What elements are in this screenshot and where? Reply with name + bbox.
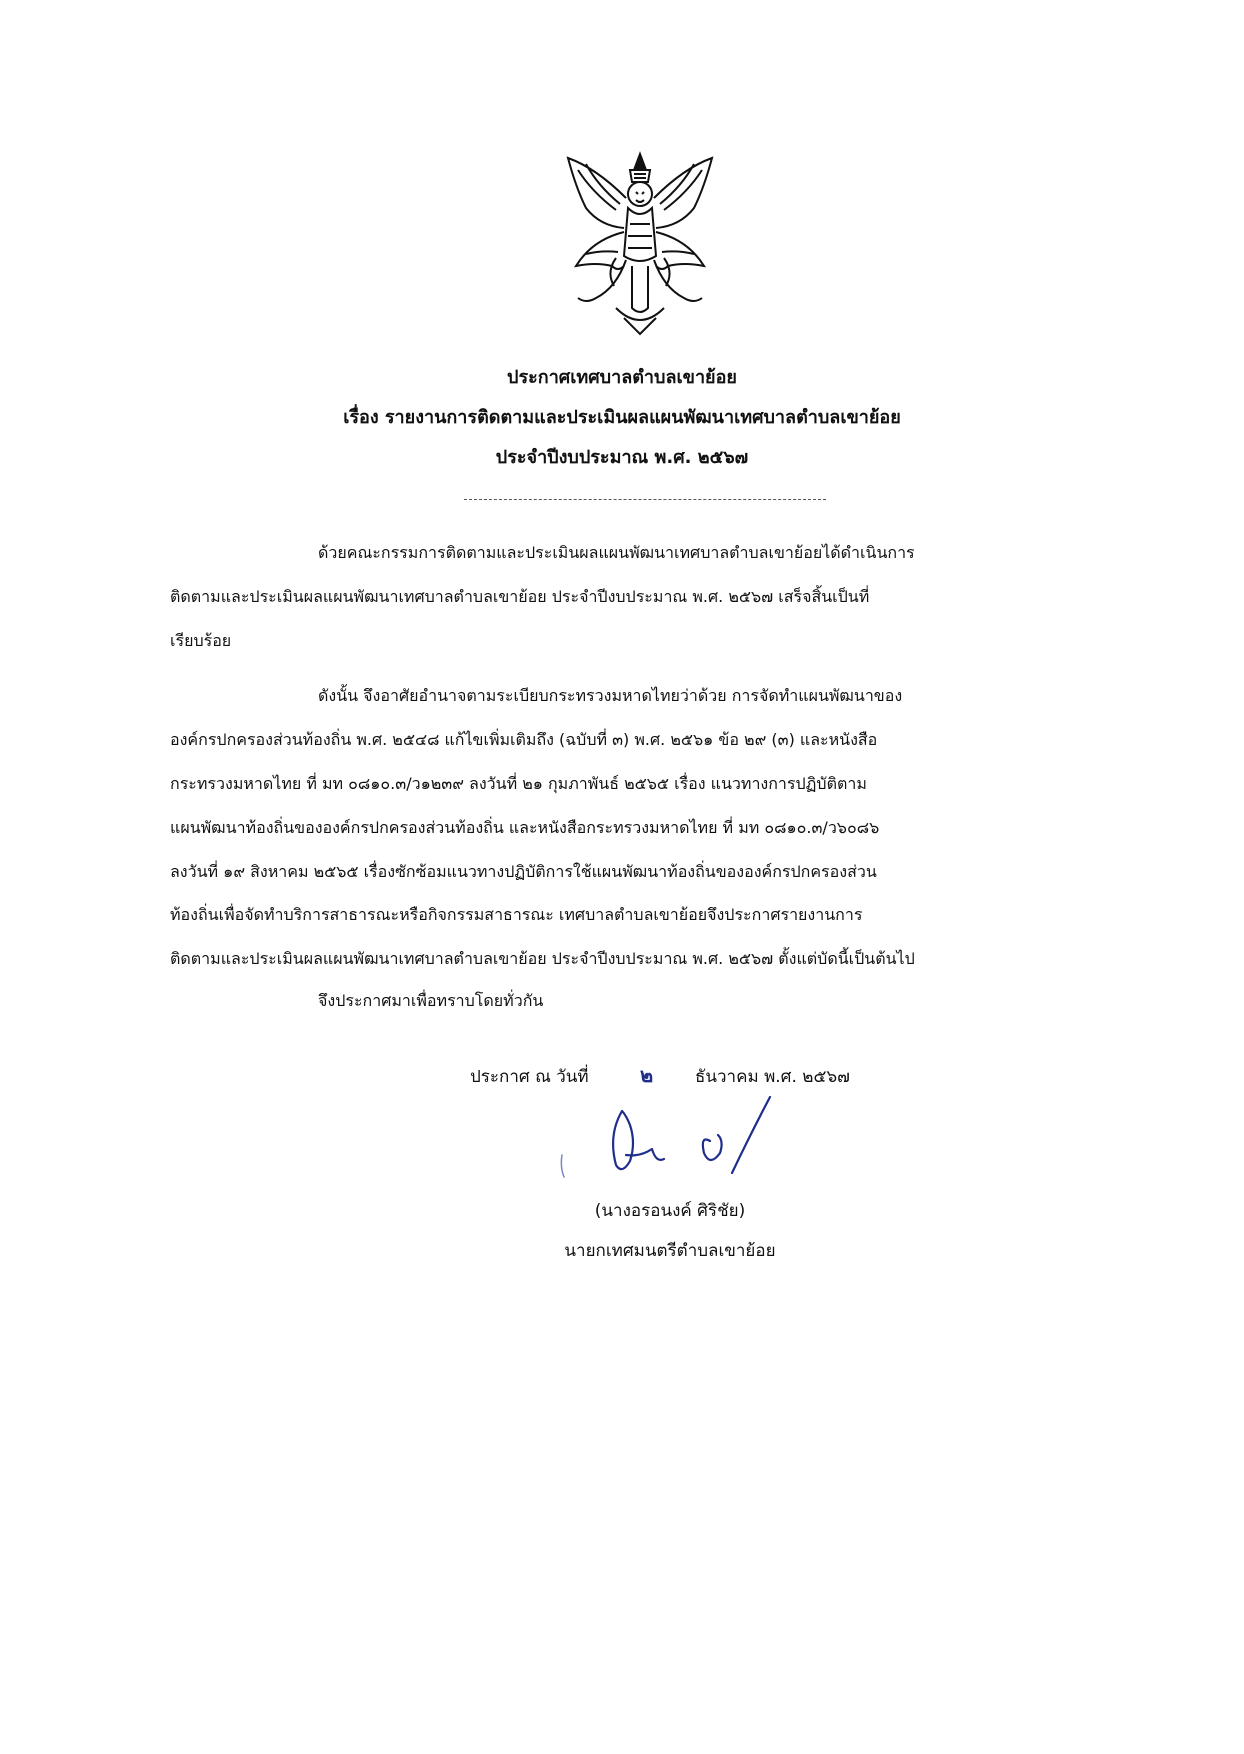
signatory-title: นายกเทศมนตรีตำบลเขาย้อย (564, 1241, 776, 1261)
paragraph-2-line: แผนพัฒนาท้องถิ่นขององค์กรปกครองส่วนท้องถิ่น และหนังสือกระทรวงมหาดไทย ที่ มท ๐๘๑๐.๓/ว๖๐๘๖ (170, 818, 880, 837)
paragraph-2-line: ดังนั้น จึงอาศัยอำนาจตามระเบียบกระทรวงมหาดไทยว่าด้วย การจัดทำแผนพัฒนาของ (318, 686, 903, 705)
closing-statement: จึงประกาศมาเพื่อทราบโดยทั่วกัน (318, 991, 544, 1010)
announcement-title: ประกาศเทศบาลตำบลเขาย้อย (507, 367, 737, 388)
paragraph-2-line: องค์กรปกครองส่วนท้องถิ่น พ.ศ. ๒๕๔๘ แก้ไขเพิ่มเติมถึง (ฉบับที่ ๓) พ.ศ. ๒๕๖๑ ข้อ ๒๙ (๓) และหนังสือ (170, 730, 878, 749)
paragraph-2-line: ลงวันที่ ๑๙ สิงหาคม ๒๕๖๕ เรื่องซักซ้อมแนวทางปฏิบัติการใช้แผนพัฒนาท้องถิ่นขององค์กรปกครองส่วน (170, 862, 877, 881)
header-divider (464, 499, 826, 500)
garuda-emblem-icon (556, 148, 724, 336)
announcement-subject: เรื่อง รายงานการติดตามและประเมินผลแผนพัฒนาเทศบาลตำบลเขาย้อย (343, 407, 901, 428)
announcement-fiscal-year: ประจำปีงบประมาณ พ.ศ. ๒๕๖๗ (495, 447, 749, 468)
paragraph-2-line: ติดตามและประเมินผลแผนพัฒนาเทศบาลตำบลเขาย้อย ประจำปีงบประมาณ พ.ศ. ๒๕๖๗ ตั้งแต่บัดนี้เป็นต้นไป (170, 949, 915, 968)
paragraph-1-line: เรียบร้อย (170, 631, 232, 650)
date-day: ๒ (640, 1063, 654, 1087)
paragraph-1-line: ด้วยคณะกรรมการติดตามและประเมินผลแผนพัฒนาเทศบาลตำบลเขาย้อยได้ดำเนินการ (318, 543, 915, 562)
date-label: ประกาศ ณ วันที่ (470, 1067, 589, 1087)
date-month-year: ธันวาคม พ.ศ. ๒๕๖๗ (695, 1067, 850, 1087)
paragraph-2-line: กระทรวงมหาดไทย ที่ มท ๐๘๑๐.๓/ว๑๒๓๙ ลงวันที่ ๒๑ กุมภาพันธ์ ๒๕๖๕ เรื่อง แนวทางการปฏิบัติตาม (170, 774, 867, 793)
paragraph-1-line: ติดตามและประเมินผลแผนพัฒนาเทศบาลตำบลเขาย้อย ประจำปีงบประมาณ พ.ศ. ๒๕๖๗ เสร็จสิ้นเป็นที่ (170, 587, 870, 606)
handwritten-signature (560, 1095, 800, 1205)
paragraph-2-line: ท้องถิ่นเพื่อจัดทำบริการสาธารณะหรือกิจกรรมสาธารณะ เทศบาลตำบลเขาย้อยจึงประกาศรายงานการ (170, 905, 863, 924)
signatory-name: (นางอรอนงค์ ศิริชัย) (594, 1201, 746, 1221)
